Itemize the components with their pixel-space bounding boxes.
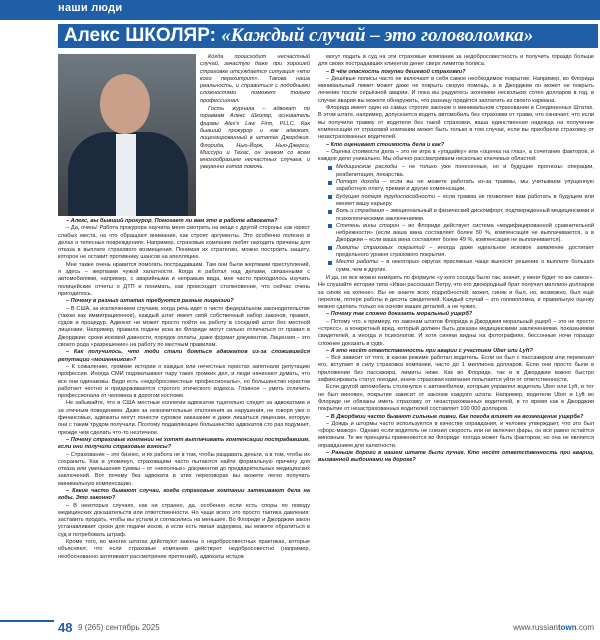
question: – Как получилось, что люди стали бояться адвокатов из-за сложившейся репутации «мошенников»? [58, 349, 310, 363]
intro-paragraph: Когда происходит несчастный случай, зачастую даже при хорошей страховке отсуждается ситуация «кто кого перехитрит». Такова наша реальность, и справиться с подобными сложностями поможет только профессионал. [200, 54, 310, 104]
right-column [318, 54, 594, 465]
question: – А кто несёт ответственность при аварии с участием Uber или Lyft? [326, 347, 533, 354]
list-item: Боль и страдания – эмоциональный и физический дискомфорт, подтвержденный медицинскими и психологическими заключениями. [328, 208, 594, 223]
answer: – Потому что, к примеру, по законам штатов Флорида и Джорджия моральный ущерб – это не просто «стресс», а конкретный вред, который должен быть доказан медицинскими заключениями, показаниями свидетелей, а иногда и психологов. И хотя синяки видны на фотографиях, бессонные ночи гораздо сложнее доказать в суде. [318, 318, 594, 347]
section-label: наши люди [58, 2, 123, 14]
title-name: Алекс ШКОЛЯР: [64, 25, 216, 46]
answer: – Всё зависит от того, в каком режиме работал водитель. Если он был с пассажиром или перевозил его, вступает в силу страховка компании, часто до 1 миллиона долларов. Если они просто были в приложении без пассажира, лимиты ниже. Как во Флориде, так и в Джорджии важно быстро зафиксировать статус поездки, иначе страховая компания попытается уйти от ответственности. [318, 355, 594, 384]
question: – Почему в разных штатах требуются разные лицензии? [66, 298, 234, 305]
article-title [64, 25, 533, 47]
answer: Кроме того, во многих штатах действуют законы о недобросовестных практиках, которые объясняют, что если страховые компании действуют недобросовестно (например, необоснованно затягивают рассмотрение претензий), адвокаты истцов [58, 539, 310, 560]
left-column [58, 218, 310, 561]
article-title-bar [58, 24, 598, 48]
page-footer [58, 620, 598, 636]
answer: – Оценка стоимости дела – это не игра в «угадайку» или «оценка на глаз», а сочетание факторов, и каждое дело уникально. Мы обычно рассматриваем несколько ключевых областей: [318, 148, 594, 163]
question: – Раньше дороги в нашем штате были лучше. Кто несёт ответственность при аварии, вызванной выбоинами на дороге? [318, 450, 594, 464]
answer: Флорида имеет один из самых строгих законов о минимальном страховании в Соединенных Штатах. В этом штате, например, допускается водить автомобиль без страховки от травм, что означает, что если вы получили травму от водителя без такой страховки, ваша единственная надежда на получение компенсации от страховой компании может быть только в том случае, если вы приобрели страховку от незастрахованных водителей. [318, 105, 594, 141]
answer: – Да, очень! Работа прокурора научила меня смотреть на вещи с другой стороны: как юрист слабых места, на что обращают внимание, как строят аргументы. Это особенно полезно в делах о телесных повреждениях. Например, страховые компании любят находить причины для отказа в выплате страхового возмещения. Понимая их стратегию, можно построить защиту, которое не оставит противнику шансов на апелляцию. [58, 225, 310, 261]
answer: могут подать в суд на эти страховые компании за недобросовестность и получить гораздо больше для своих пострадавших клиентов денег сверх лимитов полиса. [318, 54, 594, 68]
list-item: Медицинские расходы – не только уже понесенные, но и будущие прогнозы: операции, реабилитация, лекарства. [328, 164, 594, 179]
answer: – В некоторых случаях, как ни странно, да, особенно если есть споры по поводу медицинских доказательств или ответственности. Но чаще всего это просто тактика давления: заставить продать, чтобы вы устали и согласились на меньшее. Во Флориде и Джорджии закон устанавливает сроки для подачи исков, и если есть явная задержка, вы можете обратиться в суд и потребовать штраф. [58, 502, 310, 538]
list-item: Потеря дохода – если вы не можете работать из-за травмы, мы учитываем упущенную заработную плату, премии и другие компенсации. [328, 179, 594, 194]
list-item: Будущая потеря трудоспособности – если травма не позволяет вам работать в будущем или меняет вашу карьеру. [328, 194, 594, 209]
list-item: Место работы – в некоторых округах присяжные чаще выносят решение о выплате больших сумм, чем в других. [328, 259, 594, 274]
question: – Кто оценивает стоимость дела и как? [326, 141, 445, 148]
article-intro [200, 54, 310, 173]
footer-rule [0, 620, 54, 622]
list-item: Степень вины сторон – во Флориде действует система «модифицированной сравнительной небрежности» (если ваша вина составляет более 50 %, компенсация не выплачивается, а в Джорджии – если ваша вина составляет более 49 %, компенсация не выплачивается). [328, 223, 594, 245]
answer: – К сожалению, громкие истории о каждых или нечестных юристах запятнали репутацию профессии. Иногда СМИ подхватывают пару таких громких дел, и люди начинают думать, что все они одинаковы. Видя есть «недобросовестные профессионалы», но большинство юристов работает честно и придерживаются строгого этического кодекса. Главное – уметь отличить профессионала от человека в дорогом костюме. [58, 363, 310, 400]
answer: – Дождь и штормы часто используются в качестве оправдания, и человек утверждает, что это был «форс-мажор». Однако если водитель не снизил скорость или не включил фары, он всё равно остаётся виновным. Те же принципы применяются во Флориде: погода может быть фактором, но она не является оправданием для халатности. [318, 420, 594, 449]
valuation-factors-list [318, 164, 594, 273]
section-header-bar [0, 0, 600, 20]
question: – В Джорджии часто бывают сильные ливни. Как погода влияет на возмещение ущерба? [326, 413, 584, 420]
intro-paragraph: Гость журнала – адвокат по травмам Алекс Школяр, основатель фирмы Alex's Law Firm, PLLC. Как бывший прокурор и как адвокат, лицензированный в штатах Джорджия, Флорида, Нью-Йорк, Нью-Джерси, Миссури и Техас, он знаком со всем многообразием несчастных случаев, и уверенно готов помочь. [200, 106, 310, 171]
answer: – В США, за исключением случаев, когда речь идет о чисто федеральном законодательстве (таком как иммиграционное), каждый штат имеет свой собственный набор законов, правил, судов и процедур. Адвокат не может просто пойти на работу в соседний штат без местной лицензии. Например, правила подачи иска во Флориде могут сильно отличаться от правил в Джорджии: сроки исковой давности, порядок оплаты, даже формат документов. Лицензия – это своего рода «разрешение» на работу по местным правилам. [58, 305, 310, 349]
question: – Какие часто бывают случаи, когда страховые компании затягивают дела на годы. Это законно? [58, 487, 310, 502]
question: – Алекс, вы бывший прокурор. Помогает ли вам это в работе адвоката? [66, 218, 278, 224]
list-item: Лимиты страховых покрытий – иногда даже идеальное исковое заявление достигает предельного уровня страхового покрытия. [328, 245, 594, 260]
question: – Почему страховые компании не хотят выплачивать компенсации пострадавшим, если они получили страховые взносы? [58, 436, 310, 451]
title-quote: «Каждый случай – это головоломка» [221, 25, 534, 46]
answer: И да, не все можно измерить по формуле «у кого соседа было так, значит, у меня будет то же самое». Не слушайте истории типа «Иван рассказал Петру, что его двоюродный брат получил миллион долларов за синяк на колене». Вы не знаете всех подробностей; может, синяк и был, но, возможно, был ещё перелом, потеря работы и десять свидетелей. Каждый случай – это головоломка, и правильную оценку можно сделать только на основе ваших деталей, а не чужих. [318, 274, 594, 311]
portrait-photo [58, 54, 196, 216]
answer: – Дешёвые полисы часто не включают в себя самое необходимое покрытие. Например, во Флорида минимальный лимит может даже не покрыть скорую помощь, а в Джорджии он может не покрыть лечение после серьёзной аварии. И пока вы радуетесь экономии нескольких сотен долларов в год, в случае аварии вы можете обнаружить, что разницу придётся заплатить из своего кармана. [318, 75, 594, 104]
answer: – Страхование – это бизнес, и их работа не в том, чтобы раздавать деньги, а в том, чтобы их сохранить. Как и упомянул, страховщики часто пытаются найти формальную причину для отказа или уменьшения суммы – от «неполных» документов до предварительных медицинских заключений. Вот почему без адвоката в этих переговорах вы можете легко получить минимальную компенсацию. [58, 451, 310, 487]
answer: Мне также очень нравится помогать пострадавшим. Там они были жертвами преступлений, я здесь – жертвами чужой халатности. Когда я работал над делами, связанными с автомобилями, например, с аварийными и неправым вида, мне часто приходилось изучать полицейские отчеты о ДТП и понимать, как происходит столкновение, что сейчас очень пригодилось. [58, 261, 310, 297]
question: – Почему так сложно доказать моральный ущерб? [326, 311, 473, 318]
question: – В чём опасность покупки дешевой страховки? [326, 68, 466, 75]
site-url[interactable]: www.russiantown.com [513, 623, 594, 632]
answer: Если другой автомобиль столкнулся с автомобилем, которым управлял водитель Uber или Lyft, и тот не был виновен, покрытие зависит от законов каждого штата. Например, водители Uber и Lyft во Флориде не обязаны иметь страховку от незастрахованных водителей, в то время как в Джорджии покрытие от незастрахованных водителей составляет 100 000 долларов. [318, 384, 594, 413]
page-number: 48 [58, 620, 73, 635]
answer: Не забывайте, что в США местные коллегии адвокатов тщательно следят за адвокатами и за этичным поведением. Даже за незначительные отклонения за нарушения, не говоря уже о финансовых, адвокаты могут понести суровое наказание и даже лишиться лицензии, которую они с таким трудом получали. Поэтому подавляющее большинство адвокатов сто раз подумает, прежде чем сделать что-то неэтичное. [58, 400, 310, 436]
issue-label: 9 (265) сентябрь 2025 [78, 623, 160, 632]
